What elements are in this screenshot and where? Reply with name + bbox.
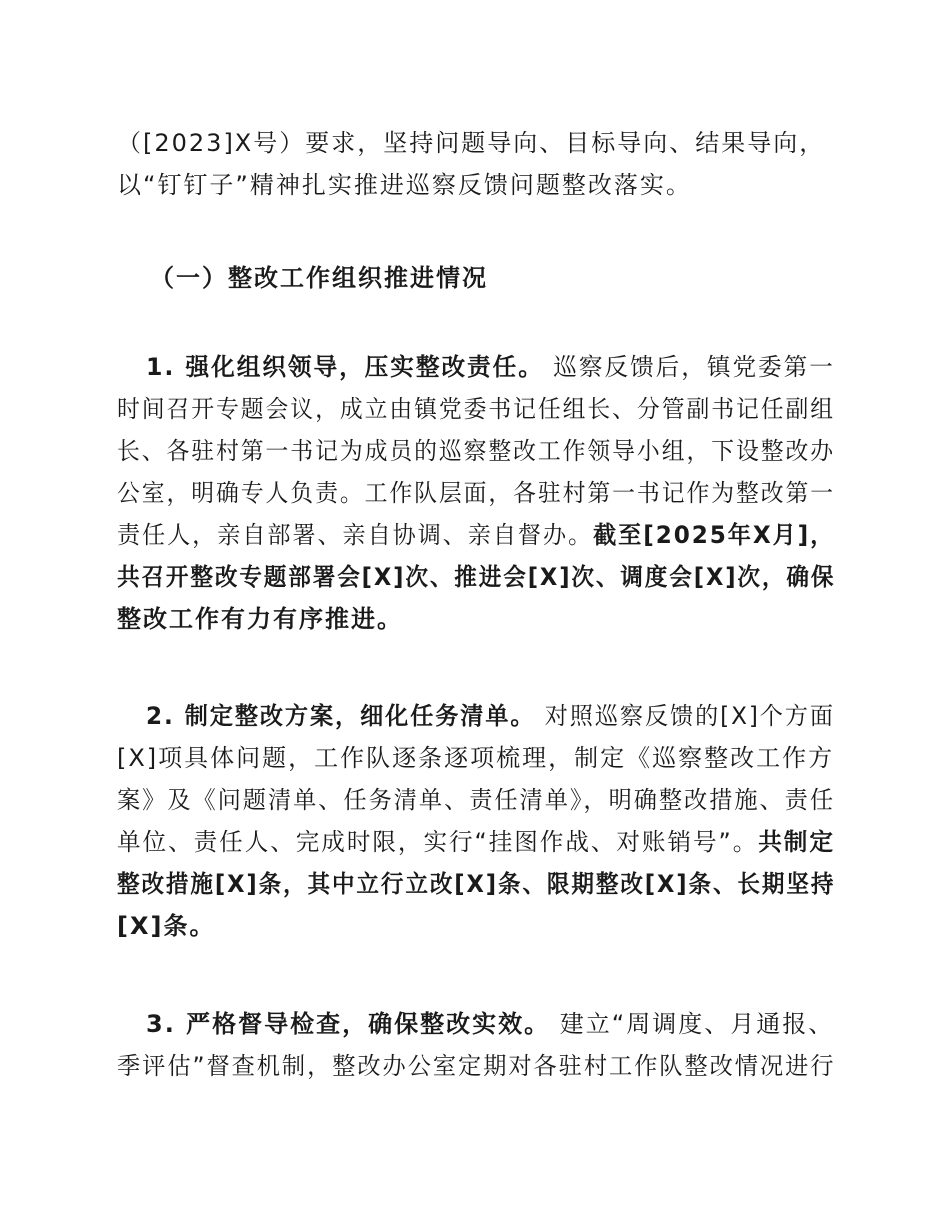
intro-line-2: 以“钉钉子”精神扎实推进巡察反馈问题整改落实。 [117,171,692,199]
item3-line-2: 季评估”督查机制，整改办公室定期对各驻村工作队整改情况进行 [117,1052,836,1080]
item3-first-line [146,1006,834,1042]
item2-line-5: 整改措施[X]条，其中立行立改[X]条、限期整改[X]条、长期坚持 [117,870,836,898]
item2-title: 2. 制定整改方案，细化任务清单。 [146,702,536,730]
item2-line4-bold: 共制定 [758,828,835,856]
item1-line-5 [117,517,835,553]
item2-line4-normal: 单位、责任人、完成时限，实行“挂图作战、对账销号”。 [117,828,759,856]
item2-line1-text: 对照巡察反馈的[X]个方面 [535,702,835,730]
intro-line-1: （[2023]X号）要求，坚持问题导向、目标导向、结果导向， [117,129,826,157]
item2-line-2: [X]项具体问题，工作队逐条逐项梳理，制定《巡察整改工作方 [117,744,835,772]
item2-line-6: [X]条。 [117,912,216,940]
item2-line-4 [117,824,835,860]
item1-line-4: 公室，明确专人负责。工作队层面，各驻村第一书记作为整改第一 [117,479,835,507]
item1-first-line [146,349,835,385]
item1-line5-bold: 截至[2025年X月]， [593,521,836,549]
item2-line-3: 案》及《问题清单、任务清单、责任清单》，明确整改措施、责任 [117,786,835,814]
item1-title: 1. 强化组织领导，压实整改责任。 [146,353,544,381]
item1-line5-normal: 责任人，亲自部署、亲自协调、亲自督办。 [117,521,594,549]
item1-line-2: 时间召开专题会议，成立由镇党委书记任组长、分管副书记任副组 [117,395,835,423]
item3-line1-text: 建立“周调度、月通报、 [550,1010,835,1038]
section-heading: （一）整改工作组织推进情况 [150,264,488,292]
item3-title: 3. 严格督导检查，确保整改实效。 [146,1010,551,1038]
item1-line-6: 共召开整改专题部署会[X]次、推进会[X]次、调度会[X]次，确保 [117,563,836,591]
item2-first-line [146,698,835,734]
item1-line1-text: 巡察反馈后，镇党委第一 [543,353,835,381]
item1-line-7: 整改工作有力有序推进。 [117,605,403,633]
item1-line-3: 长、各驻村第一书记为成员的巡察整改工作领导小组，下设整改办 [117,437,835,465]
